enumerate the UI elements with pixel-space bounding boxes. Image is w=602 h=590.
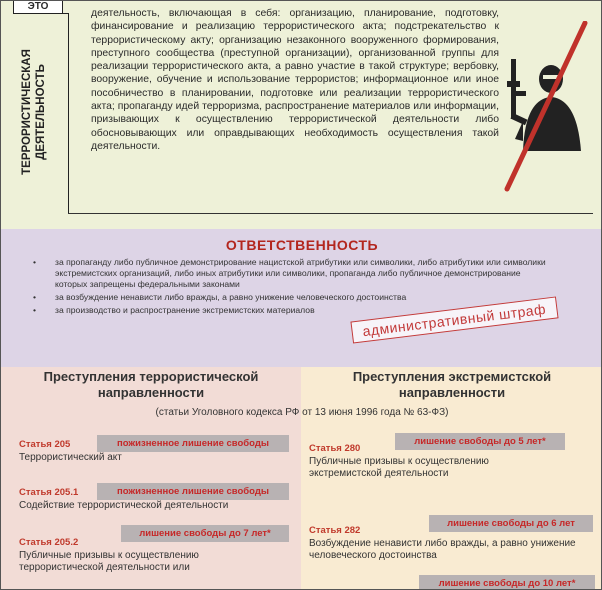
article-number: Статья 282 [309, 525, 361, 536]
penalty-badge: лишение свободы до 10 лет* [419, 575, 595, 590]
article-number: Статья 205.1 [19, 487, 79, 498]
article-description: Публичные призывы к осуществлению террористической деятельности или [19, 549, 199, 573]
fine-stamp: административный штраф [350, 296, 558, 343]
penalty-badge: пожизненное лишение свободы [97, 435, 289, 452]
definition-section [1, 1, 602, 229]
terrorism-column-title: Преступления террористической направленности [43, 369, 259, 400]
definition-text: деятельность, включающая в себя: организацию, планирование, подготовку, финансирование и реализацию террористического акта; подстрекательство к террористическому акту; организацию незаконного вооруженного формирования, преступного сообщества (преступной организации), организованной группы для реализации террористического акта, а равно участие в такой структуре; вербовку, вооружение, обучение и использование террористов; информационное или иное пособничество в планировании, подготовке или реализации террористического акта; пропаганду идей терроризма, распространение материалов или информации, призывающих к осуществлению террористической деятельности либо обосновывающих или оправдывающих необходимость осуществления такой деятельности. [91, 8, 499, 152]
penalty-badge: лишение свободы до 7 лет* [121, 525, 289, 542]
responsibility-title: ОТВЕТСТВЕННОСТЬ [225, 237, 379, 253]
penalty-badge: лишение свободы до 5 лет* [395, 433, 565, 450]
extremism-column [301, 367, 602, 590]
article-number: Статья 205 [19, 439, 71, 450]
list-item: • за пропаганду либо публичное демонстрирование нацистской атрибутики или символики, либо атрибутики или символики экстремистских организаций, либо иных атрибутики или символики, пропаганда либо публичное демонстрирование которых запрещены федеральными законами [31, 257, 551, 290]
list-item: • за возбуждение ненависти либо вражды, а равно унижение человеческого достоинства [31, 292, 551, 303]
crimes-section [1, 367, 602, 590]
article-description: Публичные призывы к осуществлению экстремистской деятельности [309, 455, 489, 479]
list-item: • за производство и распространение экстремистских материалов [31, 305, 551, 316]
statutes-note: (статьи Уголовного кодекса РФ от 13 июня 1996 года № 63-ФЗ) [155, 407, 449, 418]
extremism-column-title: Преступления экстремистской направленности [352, 369, 552, 400]
divider [68, 213, 593, 214]
crossed-out-terrorist-icon [501, 21, 589, 196]
divider [68, 13, 69, 213]
eto-label: ЭТО [13, 1, 63, 14]
article-number: Статья 205.2 [19, 537, 79, 548]
vertical-title-line2: ДЕЯТЕЛЬНОСТЬ [35, 64, 47, 160]
article-description: Содействие террористической деятельности [19, 499, 229, 511]
article-number: Статья 280 [309, 443, 361, 454]
penalty-badge: лишение свободы до 6 лет [429, 515, 593, 532]
penalty-badge: пожизненное лишение свободы [97, 483, 289, 500]
article-205-2 [19, 537, 259, 575]
article-description: Возбуждение ненависти либо вражды, а равно унижение человеческого достоинства [309, 537, 576, 561]
vertical-title [3, 37, 65, 187]
vertical-title-line1: ТЕРРОРИСТИЧЕСКАЯ [21, 49, 33, 175]
terrorism-column [1, 367, 301, 590]
responsibility-section [1, 229, 602, 367]
article-description: Террористический акт [19, 451, 122, 463]
